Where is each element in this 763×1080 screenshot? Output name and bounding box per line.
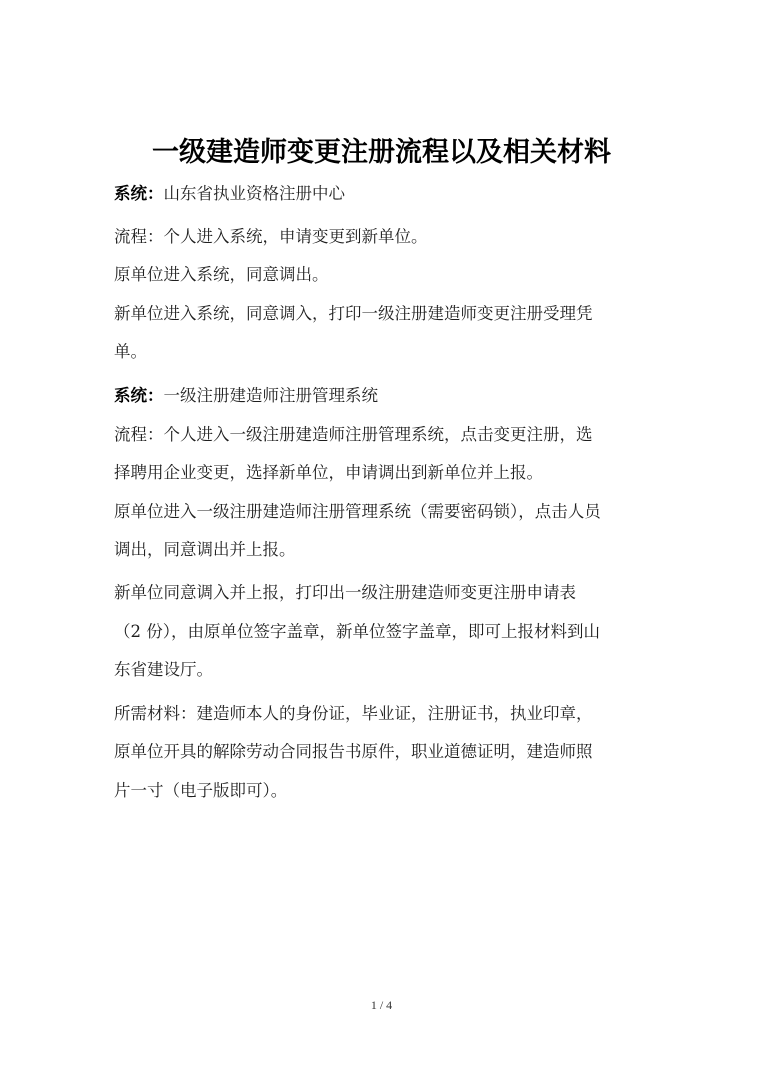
section1-line-1: 流程：个人进入系统，申请变更到新单位。 xyxy=(114,227,428,246)
system-value: 一级注册建造师注册管理系统 xyxy=(163,386,378,405)
materials-line-2: 原单位开具的解除劳动合同报告书原件，职业道德证明，建造师照 xyxy=(114,742,593,761)
section2-line-3: 原单位进入一级注册建造师注册管理系统（需要密码锁），点击人员 xyxy=(114,502,601,521)
system-label: 系统： xyxy=(114,386,164,405)
section2-line-6: （2 份），由原单位签字盖章，新单位签字盖章，即可上报材料到山 xyxy=(114,622,600,641)
system-value: 山东省执业资格注册中心 xyxy=(163,184,345,203)
page-indicator: 1 / 4 xyxy=(370,998,393,1012)
section1-system-line xyxy=(114,184,345,204)
section2-line-2: 择聘用企业变更，选择新单位，申请调出到新单位并上报。 xyxy=(114,463,543,482)
document-title: 一级建造师变更注册流程以及相关材料 xyxy=(152,137,611,168)
section2-line-1: 流程：个人进入一级注册建造师注册管理系统，点击变更注册，选 xyxy=(114,425,593,444)
section1-line-2: 原单位进入系统，同意调出。 xyxy=(114,265,329,284)
section2-system-line xyxy=(114,386,378,406)
section1-line-3: 新单位进入系统，同意调入，打印一级注册建造师变更注册受理凭 xyxy=(114,304,593,323)
system-label: 系统： xyxy=(114,184,164,203)
section1-line-4: 单。 xyxy=(114,342,147,361)
materials-line-3: 片一寸（电子版即可）。 xyxy=(114,781,288,800)
section2-line-7: 东省建设厅。 xyxy=(114,660,213,679)
materials-line-1: 所需材料：建造师本人的身份证，毕业证，注册证书，执业印章， xyxy=(114,704,593,723)
section2-line-5: 新单位同意调入并上报，打印出一级注册建造师变更注册申请表 xyxy=(114,583,576,602)
section2-line-4: 调出，同意调出并上报。 xyxy=(114,540,296,559)
